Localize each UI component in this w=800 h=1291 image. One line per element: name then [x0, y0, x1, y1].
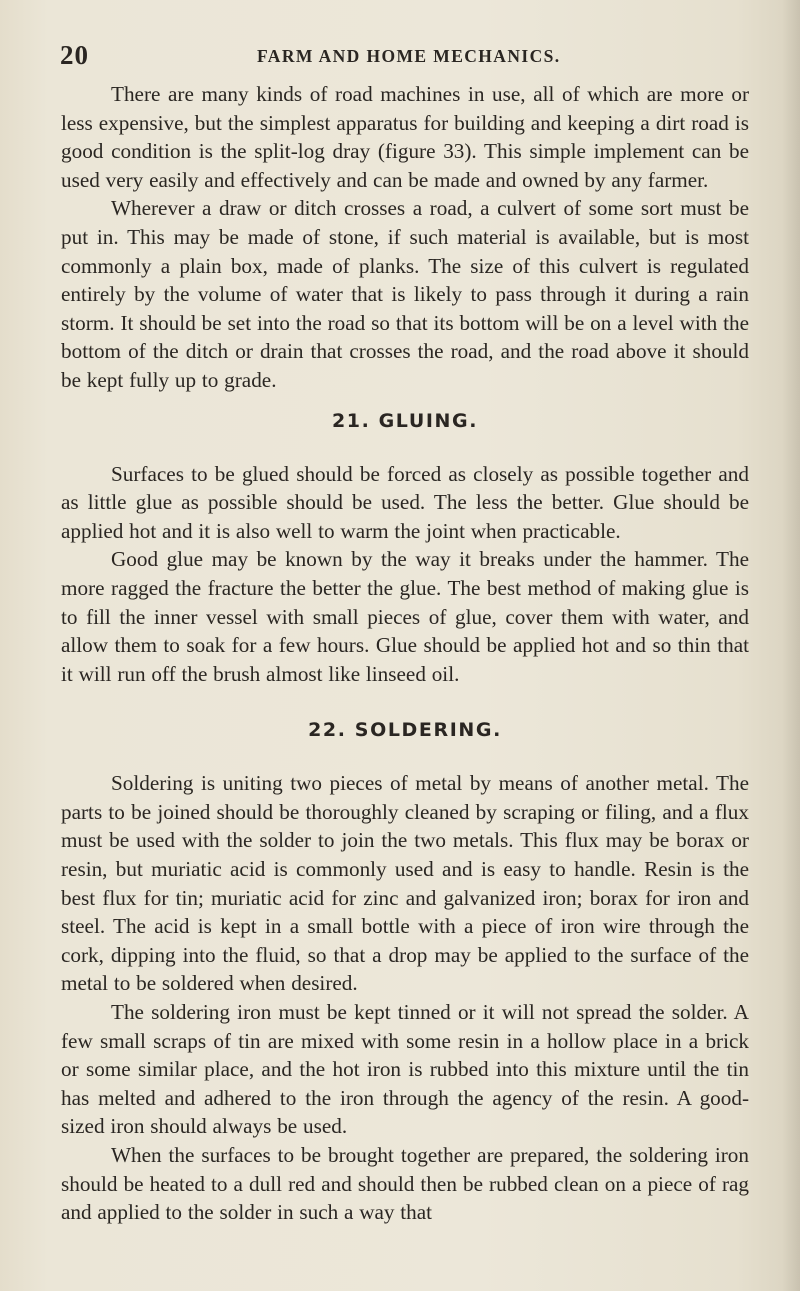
- page-number: 20: [60, 40, 89, 70]
- paragraph-glue-surfaces: Surfaces to be glued should be forced as closely as possible together and as little glue as possible should be used. The less the better. Glue should be applied hot and it is also well to warm the joint when practicable.: [61, 461, 749, 543]
- paragraph-soldering-definition: Soldering is uniting two pieces of metal by means of another metal. The parts to be joined should be thoroughly cleaned by scraping or filing, and a flux must be used with the solder to join the two metals. This flux may be borax or resin, but muriatic acid is commonly used and is easy to handle. Resin is the best flux for tin; muriatic acid for zinc and galvanized iron; borax for iron and steel. The acid is kept in a small bottle with a piece of iron wire through the cork, dipping into the fluid, so that a drop may be applied to the surface of the metal to be soldered when desired.: [61, 771, 749, 996]
- paragraph-road-machines: There are many kinds of road machines in use, all of which are more or less expensive, but the simplest apparatus for building and keeping a dirt road is good condition is the split-log dray (figure 33). This simple implement can be used very easily and effectively and can be made and owned by any farmer.: [61, 82, 749, 192]
- section-heading-gluing: 21. GLUING.: [331, 409, 479, 432]
- paragraph-soldering-iron: The soldering iron must be kept tinned or it will not spread the solder. A few small scraps of tin are mixed with some resin in a hollow place in a brick or some similar place, and the hot iron is rubbed into this mixture until the tin has melted and adhered to the iron through the agency of the resin. A good-sized iron should always be used.: [61, 1000, 749, 1139]
- page-header: [60, 40, 750, 76]
- paragraph-soldering-procedure: When the surfaces to be brought together are prepared, the soldering iron should be heated to a dull red and should then be rubbed clean on a piece of rag and applied to the solder in such a way that: [61, 1143, 749, 1225]
- section-heading-soldering: 22. SOLDERING.: [308, 719, 502, 742]
- page-edge-shadow: [782, 0, 800, 1291]
- running-head: FARM AND HOME MECHANICS.: [257, 46, 561, 66]
- paragraph-culvert: Wherever a draw or ditch crosses a road, a culvert of some sort must be put in. This may be made of stone, if such material is available, but is most commonly a plain box, made of planks. The size of this culvert is regulated entirely by the volume of water that is likely to pass through it during a rain storm. It should be set into the road so that its bottom will be on a level with the bottom of the ditch or drain that crosses the road, and the road above it should be kept fully up to grade.: [61, 196, 749, 392]
- paragraph-good-glue: Good glue may be known by the way it breaks under the hammer. The more ragged the fracture the better the glue. The best method of making glue is to fill the inner vessel with small pieces of glue, cover them with water, and allow them to soak for a few hours. Glue should be applied hot and so thin that it will run off the brush almost like linseed oil.: [61, 547, 749, 686]
- page-body: [61, 80, 749, 1227]
